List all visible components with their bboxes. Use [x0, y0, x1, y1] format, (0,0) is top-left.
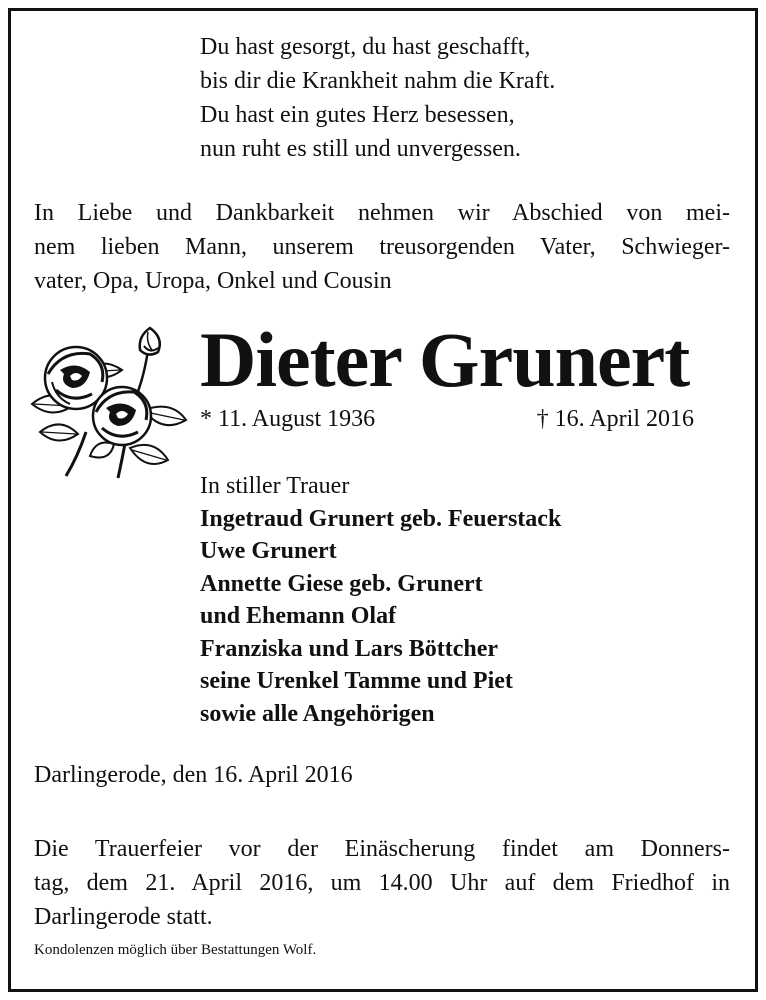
mourner-name: und Ehemann Olaf	[200, 603, 397, 629]
birth-date: * 11. August 1936	[200, 406, 376, 432]
mourner-name: Uwe Grunert	[200, 538, 337, 564]
intro-line: vater, Opa, Uropa, Onkel und Cousin	[34, 268, 392, 294]
ceremony-line: Die Trauerfeier vor der Einäscherung findet am Donners-	[34, 836, 730, 862]
farewell-intro	[34, 196, 730, 298]
death-date: † 16. April 2016	[536, 406, 694, 432]
mourner-name: seine Urenkel Tamme und Piet	[200, 668, 513, 694]
poem-line: Du hast ein gutes Herz besessen,	[200, 102, 515, 128]
place-date: Darlingerode, den 16. April 2016	[34, 762, 353, 788]
ceremony-line: tag, dem 21. April 2016, um 14.00 Uhr auf dem Friedhof in	[34, 870, 730, 896]
intro-line: nem lieben Mann, unserem treusorgenden Vater, Schwieger-	[34, 234, 730, 260]
mourner-name: Franziska und Lars Böttcher	[200, 635, 499, 662]
ceremony-notice	[34, 832, 730, 934]
intro-line: In Liebe und Dankbarkeit nehmen wir Abschied von mei-	[34, 200, 730, 226]
roses-icon	[26, 320, 194, 482]
deceased-name: Dieter Grunert	[200, 316, 690, 403]
ceremony-line: Darlingerode statt.	[34, 904, 213, 930]
poem-line: bis dir die Krankheit nahm die Kraft.	[200, 68, 556, 94]
mourner-name: Ingetraud Grunert geb. Feuerstack	[200, 505, 562, 532]
mourner-name: sowie alle Angehörigen	[200, 700, 435, 727]
condolences-note: Kondolenzen möglich über Bestattungen Wolf.	[34, 942, 317, 958]
mourning-heading: In stiller Trauer	[200, 473, 350, 499]
poem-line: nun ruht es still und unvergessen.	[200, 136, 521, 162]
mourners-list	[200, 470, 561, 730]
poem	[200, 30, 555, 166]
poem-line: Du hast gesorgt, du hast geschafft,	[200, 34, 531, 60]
mourner-name: Annette Giese geb. Grunert	[200, 570, 483, 597]
